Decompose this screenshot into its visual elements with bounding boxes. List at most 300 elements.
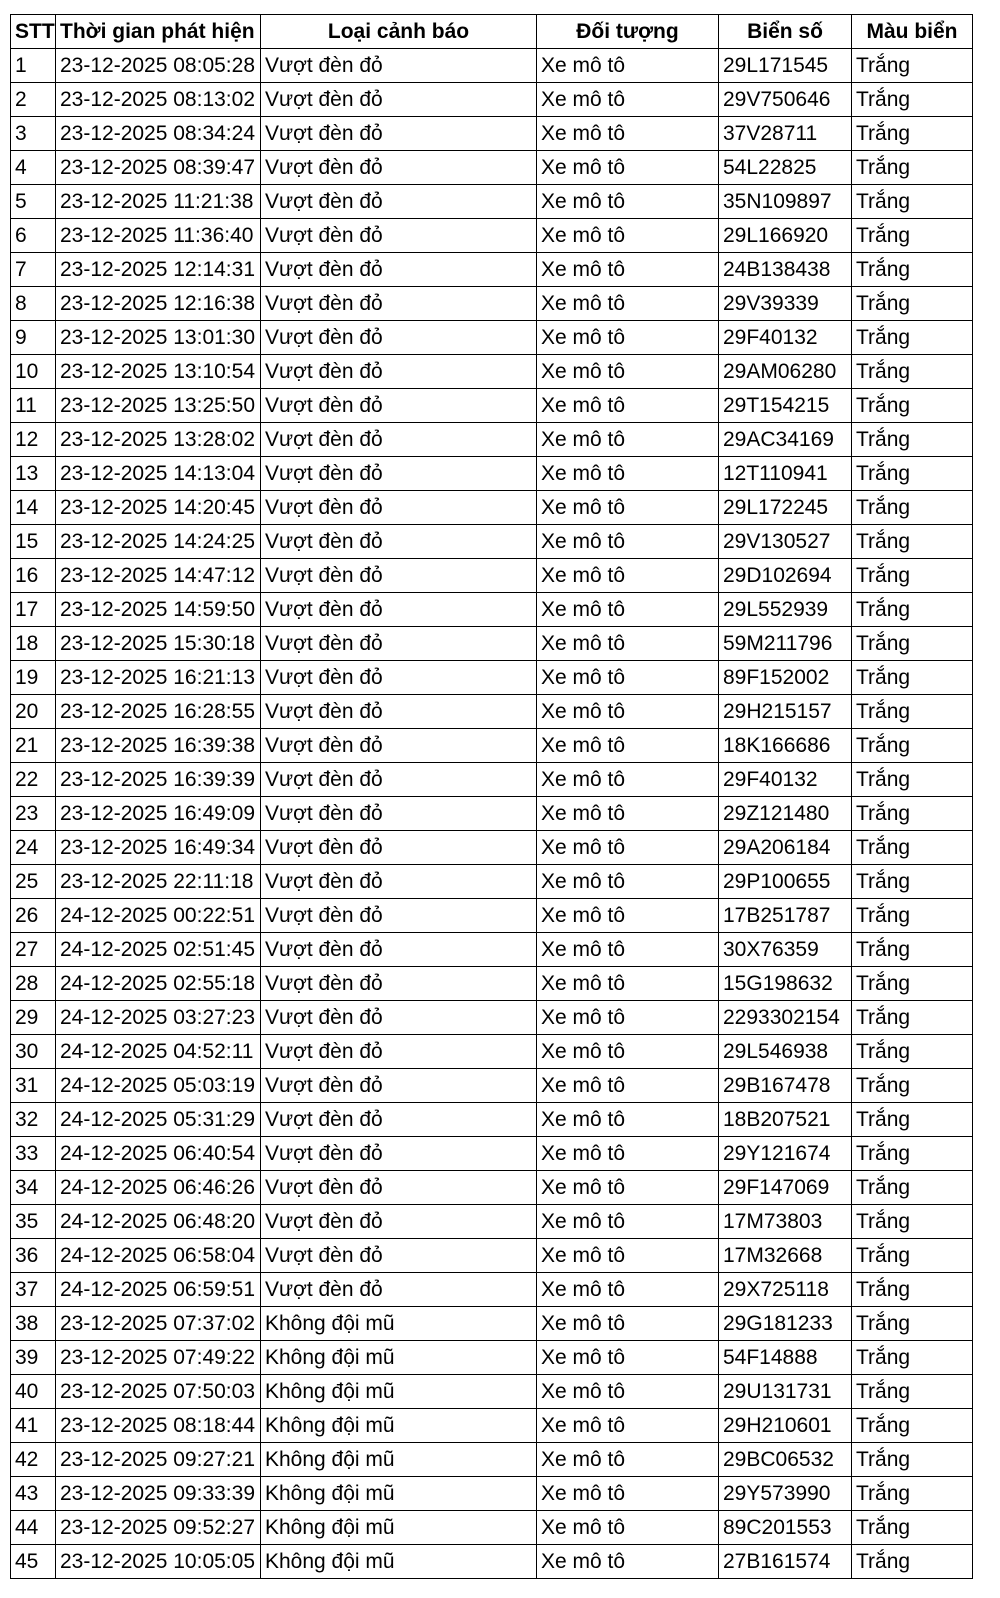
table-row [11,933,973,967]
cell-detection-time: 24-12-2025 02:55:18 [56,967,261,1001]
cell-alert-type: Vượt đèn đỏ [261,1273,537,1307]
table-row [11,389,973,423]
cell-plate-color: Trắng [852,389,973,423]
cell-plate-color: Trắng [852,559,973,593]
cell-object: Xe mô tô [537,763,719,797]
cell-object: Xe mô tô [537,559,719,593]
cell-stt: 4 [11,151,56,185]
cell-stt: 2 [11,83,56,117]
cell-alert-type: Không đội mũ [261,1375,537,1409]
header-detection-time: Thời gian phát hiện [56,15,261,49]
cell-stt: 27 [11,933,56,967]
cell-stt: 26 [11,899,56,933]
cell-plate-number: 29L552939 [719,593,852,627]
cell-stt: 3 [11,117,56,151]
cell-stt: 11 [11,389,56,423]
cell-alert-type: Vượt đèn đỏ [261,763,537,797]
table-row [11,1545,973,1579]
cell-plate-number: 29A206184 [719,831,852,865]
cell-object: Xe mô tô [537,1307,719,1341]
cell-stt: 21 [11,729,56,763]
cell-object: Xe mô tô [537,695,719,729]
cell-object: Xe mô tô [537,1341,719,1375]
cell-detection-time: 24-12-2025 06:59:51 [56,1273,261,1307]
cell-object: Xe mô tô [537,253,719,287]
cell-plate-color: Trắng [852,151,973,185]
cell-plate-number: 2293302154 [719,1001,852,1035]
cell-stt: 6 [11,219,56,253]
cell-stt: 16 [11,559,56,593]
cell-plate-number: 17M32668 [719,1239,852,1273]
cell-stt: 35 [11,1205,56,1239]
cell-plate-number: 59M211796 [719,627,852,661]
cell-plate-number: 24B138438 [719,253,852,287]
table-row [11,1069,973,1103]
cell-object: Xe mô tô [537,1001,719,1035]
cell-plate-number: 29V39339 [719,287,852,321]
cell-stt: 14 [11,491,56,525]
cell-detection-time: 24-12-2025 06:48:20 [56,1205,261,1239]
cell-plate-color: Trắng [852,1205,973,1239]
cell-alert-type: Không đội mũ [261,1545,537,1579]
cell-plate-color: Trắng [852,253,973,287]
cell-alert-type: Vượt đèn đỏ [261,899,537,933]
cell-plate-number: 29L172245 [719,491,852,525]
table-row [11,321,973,355]
cell-alert-type: Vượt đèn đỏ [261,185,537,219]
table-row [11,151,973,185]
cell-alert-type: Vượt đèn đỏ [261,1069,537,1103]
table-row [11,1341,973,1375]
cell-object: Xe mô tô [537,219,719,253]
cell-plate-color: Trắng [852,1273,973,1307]
table-row [11,1375,973,1409]
cell-alert-type: Không đội mũ [261,1341,537,1375]
cell-plate-number: 29Y121674 [719,1137,852,1171]
table-row [11,1103,973,1137]
cell-stt: 45 [11,1545,56,1579]
cell-alert-type: Vượt đèn đỏ [261,967,537,1001]
cell-detection-time: 23-12-2025 13:28:02 [56,423,261,457]
table-row [11,729,973,763]
cell-alert-type: Vượt đèn đỏ [261,151,537,185]
cell-stt: 8 [11,287,56,321]
cell-object: Xe mô tô [537,797,719,831]
cell-object: Xe mô tô [537,899,719,933]
cell-detection-time: 23-12-2025 11:36:40 [56,219,261,253]
cell-stt: 1 [11,49,56,83]
cell-stt: 41 [11,1409,56,1443]
cell-stt: 12 [11,423,56,457]
cell-alert-type: Vượt đèn đỏ [261,491,537,525]
cell-object: Xe mô tô [537,1239,719,1273]
cell-detection-time: 23-12-2025 15:30:18 [56,627,261,661]
cell-object: Xe mô tô [537,1409,719,1443]
cell-detection-time: 24-12-2025 02:51:45 [56,933,261,967]
cell-object: Xe mô tô [537,457,719,491]
cell-plate-number: 54L22825 [719,151,852,185]
cell-stt: 36 [11,1239,56,1273]
table-row [11,865,973,899]
cell-alert-type: Vượt đèn đỏ [261,253,537,287]
table-row [11,117,973,151]
cell-detection-time: 24-12-2025 06:40:54 [56,1137,261,1171]
cell-plate-number: 54F14888 [719,1341,852,1375]
cell-plate-color: Trắng [852,185,973,219]
table-header [11,15,973,49]
cell-stt: 7 [11,253,56,287]
cell-plate-number: 29L546938 [719,1035,852,1069]
cell-object: Xe mô tô [537,355,719,389]
cell-detection-time: 24-12-2025 00:22:51 [56,899,261,933]
cell-plate-color: Trắng [852,49,973,83]
cell-stt: 9 [11,321,56,355]
cell-plate-number: 29F40132 [719,321,852,355]
cell-alert-type: Vượt đèn đỏ [261,593,537,627]
cell-detection-time: 23-12-2025 08:34:24 [56,117,261,151]
cell-stt: 24 [11,831,56,865]
cell-stt: 10 [11,355,56,389]
cell-stt: 38 [11,1307,56,1341]
cell-plate-number: 29L166920 [719,219,852,253]
cell-detection-time: 23-12-2025 07:50:03 [56,1375,261,1409]
cell-alert-type: Vượt đèn đỏ [261,83,537,117]
cell-detection-time: 24-12-2025 04:52:11 [56,1035,261,1069]
cell-alert-type: Vượt đèn đỏ [261,321,537,355]
cell-plate-number: 17M73803 [719,1205,852,1239]
cell-detection-time: 23-12-2025 14:13:04 [56,457,261,491]
cell-plate-color: Trắng [852,865,973,899]
cell-object: Xe mô tô [537,593,719,627]
table-row [11,1171,973,1205]
cell-detection-time: 23-12-2025 09:52:27 [56,1511,261,1545]
cell-plate-color: Trắng [852,831,973,865]
cell-detection-time: 23-12-2025 16:49:34 [56,831,261,865]
cell-stt: 19 [11,661,56,695]
cell-plate-number: 29AC34169 [719,423,852,457]
cell-detection-time: 23-12-2025 14:47:12 [56,559,261,593]
cell-stt: 25 [11,865,56,899]
cell-detection-time: 23-12-2025 07:49:22 [56,1341,261,1375]
table-row [11,1137,973,1171]
table-row [11,1409,973,1443]
cell-object: Xe mô tô [537,151,719,185]
cell-detection-time: 23-12-2025 13:10:54 [56,355,261,389]
cell-object: Xe mô tô [537,1443,719,1477]
cell-object: Xe mô tô [537,1069,719,1103]
cell-plate-number: 29V130527 [719,525,852,559]
table-row [11,83,973,117]
cell-plate-color: Trắng [852,1239,973,1273]
table-row [11,287,973,321]
cell-plate-number: 29L171545 [719,49,852,83]
cell-plate-number: 29H215157 [719,695,852,729]
cell-plate-number: 29Z121480 [719,797,852,831]
cell-stt: 18 [11,627,56,661]
cell-detection-time: 23-12-2025 09:27:21 [56,1443,261,1477]
cell-alert-type: Vượt đèn đỏ [261,661,537,695]
cell-alert-type: Vượt đèn đỏ [261,457,537,491]
cell-plate-number: 29U131731 [719,1375,852,1409]
cell-plate-number: 37V28711 [719,117,852,151]
cell-plate-color: Trắng [852,729,973,763]
cell-detection-time: 23-12-2025 14:59:50 [56,593,261,627]
cell-alert-type: Vượt đèn đỏ [261,1205,537,1239]
cell-detection-time: 23-12-2025 08:18:44 [56,1409,261,1443]
table-row [11,593,973,627]
table-row [11,355,973,389]
table-row [11,1239,973,1273]
header-alert-type: Loại cảnh báo [261,15,537,49]
cell-stt: 5 [11,185,56,219]
cell-detection-time: 23-12-2025 16:39:39 [56,763,261,797]
cell-plate-color: Trắng [852,1137,973,1171]
cell-plate-color: Trắng [852,491,973,525]
table-row [11,1477,973,1511]
cell-object: Xe mô tô [537,933,719,967]
table-row [11,661,973,695]
table-row [11,1001,973,1035]
cell-alert-type: Vượt đèn đỏ [261,1001,537,1035]
table-row [11,253,973,287]
cell-alert-type: Vượt đèn đỏ [261,1103,537,1137]
cell-alert-type: Vượt đèn đỏ [261,559,537,593]
table-row [11,627,973,661]
cell-plate-number: 18B207521 [719,1103,852,1137]
cell-plate-color: Trắng [852,117,973,151]
cell-plate-number: 35N109897 [719,185,852,219]
cell-plate-number: 15G198632 [719,967,852,1001]
cell-plate-number: 27B161574 [719,1545,852,1579]
cell-plate-color: Trắng [852,899,973,933]
cell-plate-color: Trắng [852,287,973,321]
cell-object: Xe mô tô [537,729,719,763]
cell-plate-color: Trắng [852,1511,973,1545]
cell-detection-time: 23-12-2025 16:21:13 [56,661,261,695]
cell-object: Xe mô tô [537,321,719,355]
table-row [11,899,973,933]
cell-plate-color: Trắng [852,1443,973,1477]
cell-plate-number: 29P100655 [719,865,852,899]
cell-plate-color: Trắng [852,797,973,831]
cell-plate-number: 29X725118 [719,1273,852,1307]
table-row [11,491,973,525]
cell-alert-type: Không đội mũ [261,1477,537,1511]
cell-plate-color: Trắng [852,525,973,559]
cell-detection-time: 23-12-2025 08:05:28 [56,49,261,83]
cell-plate-number: 29B167478 [719,1069,852,1103]
cell-alert-type: Vượt đèn đỏ [261,287,537,321]
table-row [11,559,973,593]
cell-plate-number: 29G181233 [719,1307,852,1341]
cell-alert-type: Vượt đèn đỏ [261,219,537,253]
cell-plate-color: Trắng [852,457,973,491]
cell-stt: 13 [11,457,56,491]
violations-table [10,14,973,1579]
cell-plate-number: 29Y573990 [719,1477,852,1511]
cell-alert-type: Vượt đèn đỏ [261,1239,537,1273]
cell-object: Xe mô tô [537,1375,719,1409]
cell-plate-color: Trắng [852,763,973,797]
cell-detection-time: 23-12-2025 07:37:02 [56,1307,261,1341]
cell-plate-color: Trắng [852,1069,973,1103]
cell-plate-color: Trắng [852,1341,973,1375]
cell-plate-number: 17B251787 [719,899,852,933]
cell-stt: 34 [11,1171,56,1205]
cell-alert-type: Vượt đèn đỏ [261,355,537,389]
cell-plate-color: Trắng [852,1545,973,1579]
cell-alert-type: Vượt đèn đỏ [261,117,537,151]
cell-stt: 37 [11,1273,56,1307]
cell-detection-time: 23-12-2025 13:01:30 [56,321,261,355]
table-row [11,797,973,831]
cell-plate-color: Trắng [852,1035,973,1069]
cell-alert-type: Không đội mũ [261,1443,537,1477]
header-row [11,15,973,49]
header-object: Đối tượng [537,15,719,49]
cell-plate-number: 89F152002 [719,661,852,695]
cell-object: Xe mô tô [537,49,719,83]
cell-detection-time: 23-12-2025 09:33:39 [56,1477,261,1511]
cell-detection-time: 23-12-2025 14:20:45 [56,491,261,525]
table-row [11,1511,973,1545]
cell-plate-color: Trắng [852,355,973,389]
cell-alert-type: Vượt đèn đỏ [261,49,537,83]
table-row [11,525,973,559]
cell-stt: 39 [11,1341,56,1375]
cell-object: Xe mô tô [537,661,719,695]
cell-stt: 40 [11,1375,56,1409]
cell-plate-color: Trắng [852,695,973,729]
table-body [11,49,973,1579]
cell-plate-color: Trắng [852,933,973,967]
cell-object: Xe mô tô [537,1137,719,1171]
cell-detection-time: 23-12-2025 14:24:25 [56,525,261,559]
cell-plate-number: 12T110941 [719,457,852,491]
cell-stt: 23 [11,797,56,831]
cell-stt: 15 [11,525,56,559]
cell-alert-type: Vượt đèn đỏ [261,1137,537,1171]
cell-stt: 33 [11,1137,56,1171]
cell-plate-color: Trắng [852,83,973,117]
cell-plate-color: Trắng [852,219,973,253]
table-row [11,1273,973,1307]
cell-stt: 28 [11,967,56,1001]
cell-object: Xe mô tô [537,389,719,423]
cell-stt: 44 [11,1511,56,1545]
cell-object: Xe mô tô [537,865,719,899]
cell-plate-number: 89C201553 [719,1511,852,1545]
table-row [11,831,973,865]
cell-plate-number: 29T154215 [719,389,852,423]
cell-object: Xe mô tô [537,967,719,1001]
cell-plate-number: 29H210601 [719,1409,852,1443]
cell-alert-type: Vượt đèn đỏ [261,1035,537,1069]
cell-alert-type: Vượt đèn đỏ [261,525,537,559]
table-row [11,457,973,491]
cell-detection-time: 23-12-2025 12:14:31 [56,253,261,287]
cell-alert-type: Vượt đèn đỏ [261,695,537,729]
cell-detection-time: 23-12-2025 08:39:47 [56,151,261,185]
cell-plate-color: Trắng [852,1477,973,1511]
cell-object: Xe mô tô [537,1545,719,1579]
cell-object: Xe mô tô [537,1205,719,1239]
cell-plate-number: 29V750646 [719,83,852,117]
cell-detection-time: 24-12-2025 05:03:19 [56,1069,261,1103]
cell-alert-type: Vượt đèn đỏ [261,831,537,865]
cell-alert-type: Vượt đèn đỏ [261,865,537,899]
cell-plate-color: Trắng [852,661,973,695]
cell-detection-time: 24-12-2025 06:58:04 [56,1239,261,1273]
cell-alert-type: Vượt đèn đỏ [261,1171,537,1205]
cell-stt: 20 [11,695,56,729]
cell-object: Xe mô tô [537,83,719,117]
cell-alert-type: Không đội mũ [261,1409,537,1443]
cell-stt: 43 [11,1477,56,1511]
cell-object: Xe mô tô [537,1103,719,1137]
cell-plate-number: 29BC06532 [719,1443,852,1477]
cell-alert-type: Không đội mũ [261,1307,537,1341]
table-row [11,1307,973,1341]
cell-object: Xe mô tô [537,1511,719,1545]
table-row [11,763,973,797]
cell-object: Xe mô tô [537,1477,719,1511]
cell-plate-number: 29AM06280 [719,355,852,389]
table-row [11,423,973,457]
cell-object: Xe mô tô [537,1171,719,1205]
header-stt: STT [11,15,56,49]
cell-object: Xe mô tô [537,1035,719,1069]
cell-plate-number: 18K166686 [719,729,852,763]
cell-detection-time: 23-12-2025 13:25:50 [56,389,261,423]
cell-object: Xe mô tô [537,525,719,559]
cell-detection-time: 24-12-2025 06:46:26 [56,1171,261,1205]
cell-plate-color: Trắng [852,423,973,457]
cell-alert-type: Vượt đèn đỏ [261,627,537,661]
header-plate-number: Biển số [719,15,852,49]
cell-plate-color: Trắng [852,1171,973,1205]
cell-plate-number: 29F147069 [719,1171,852,1205]
cell-stt: 42 [11,1443,56,1477]
cell-stt: 17 [11,593,56,627]
table-row [11,219,973,253]
cell-object: Xe mô tô [537,627,719,661]
cell-alert-type: Vượt đèn đỏ [261,729,537,763]
cell-stt: 30 [11,1035,56,1069]
cell-plate-color: Trắng [852,1001,973,1035]
table-row [11,695,973,729]
cell-detection-time: 23-12-2025 10:05:05 [56,1545,261,1579]
cell-detection-time: 23-12-2025 12:16:38 [56,287,261,321]
cell-plate-color: Trắng [852,1307,973,1341]
cell-detection-time: 23-12-2025 16:28:55 [56,695,261,729]
cell-object: Xe mô tô [537,185,719,219]
table-row [11,1443,973,1477]
cell-plate-color: Trắng [852,627,973,661]
table-row [11,1205,973,1239]
cell-detection-time: 23-12-2025 16:39:38 [56,729,261,763]
cell-object: Xe mô tô [537,1273,719,1307]
cell-object: Xe mô tô [537,287,719,321]
cell-plate-color: Trắng [852,1375,973,1409]
cell-stt: 29 [11,1001,56,1035]
cell-stt: 22 [11,763,56,797]
cell-alert-type: Vượt đèn đỏ [261,389,537,423]
cell-alert-type: Vượt đèn đỏ [261,933,537,967]
table-row [11,49,973,83]
cell-plate-color: Trắng [852,967,973,1001]
cell-detection-time: 24-12-2025 03:27:23 [56,1001,261,1035]
